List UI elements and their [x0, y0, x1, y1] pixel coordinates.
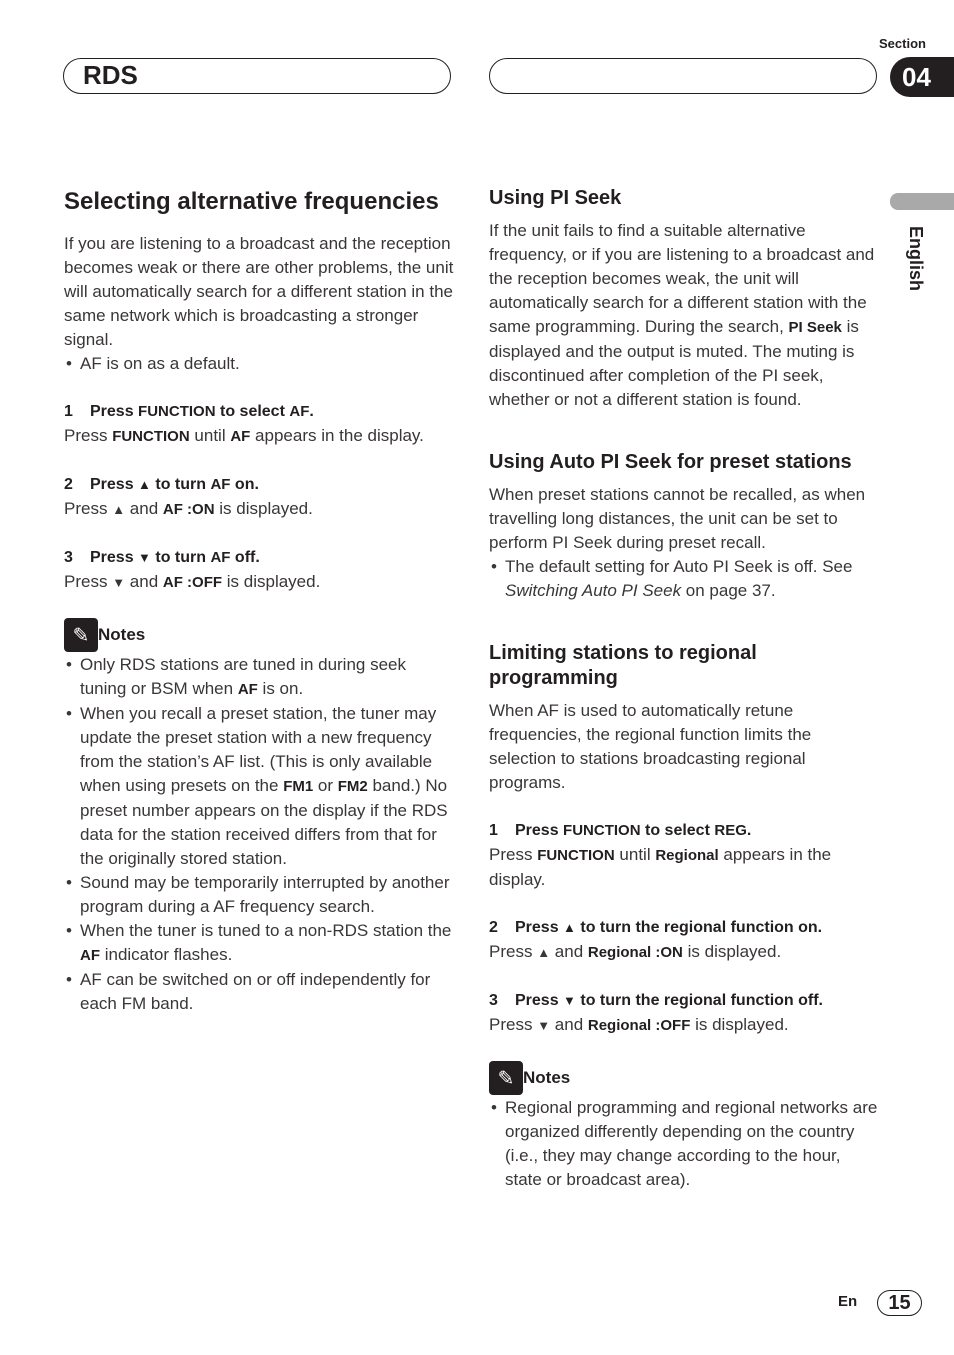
step-2-body: Press ▲ and AF :ON is displayed.	[64, 499, 313, 518]
page-number: 15	[877, 1290, 922, 1316]
note-2: • When you recall a preset station, the tuner may update the preset station with a new frequency from the station’s AF list. (This is only available when using presets on the FM1 or FM2 band.) No preset number appears on the display if the RDS data for the station received differs from that for the originally stored station.	[64, 702, 454, 871]
regional-step-1-body: Press FUNCTION until Regional appears in the display.	[489, 845, 832, 889]
intro-bullet: • AF is on as a default.	[64, 352, 454, 376]
note-1: • Only RDS stations are tuned in during seek tuning or BSM when AF is on.	[64, 653, 454, 702]
heading-alt-freq: Selecting alternative frequencies	[64, 188, 439, 215]
up-triangle-icon: ▲	[563, 920, 576, 935]
note-3: • Sound may be temporarily interrupted by another program during a AF frequency search.	[64, 871, 454, 919]
note-4: • When the tuner is tuned to a non-RDS station the AF indicator flashes.	[64, 919, 454, 968]
section-number: 04	[890, 57, 954, 97]
right-column	[489, 186, 879, 1192]
note-5: • AF can be switched on or off independently for each FM band.	[64, 968, 454, 1016]
up-triangle-icon: ▲	[112, 502, 126, 517]
header-right-bar	[489, 58, 877, 94]
pencil-note-icon: ✎	[489, 1061, 523, 1095]
left-column	[64, 186, 454, 1016]
heading-regional: Limiting stations to regional programming	[489, 642, 757, 689]
down-triangle-icon: ▼	[112, 575, 126, 590]
up-triangle-icon: ▲	[138, 477, 151, 492]
step-3-title: 3 Press ▼ to turn AF off.	[64, 549, 260, 566]
step-1-title: 1 Press FUNCTION to select AF.	[64, 403, 314, 420]
heading-pi-seek: Using PI Seek	[489, 187, 622, 209]
intro-text: If you are listening to a broadcast and the reception becomes weak or there are other problems, the unit will automatically search for a different station in the same network which is broadcasting a stronger signal.	[64, 234, 454, 349]
footer-lang-code: En	[838, 1293, 858, 1310]
regional-step-2-title: 2 Press ▲ to turn the regional function on.	[489, 919, 823, 936]
regional-step-1-title: 1 Press FUNCTION to select REG.	[489, 822, 752, 839]
pi-seek-body: If the unit fails to find a suitable alternative frequency, or if you are listening to a broadcast and the reception becomes weak, the unit will automatically search for a different station with the same programming. During the search, PI Seek is displayed and the output is muted. The muting is discontinued after completion of the PI seek, whether or not a different station is found.	[489, 221, 875, 409]
language-tab	[890, 193, 954, 210]
heading-auto-pi-seek: Using Auto PI Seek for preset stations	[489, 451, 852, 473]
page-title: RDS	[83, 60, 138, 90]
down-triangle-icon: ▼	[537, 1018, 551, 1033]
regional-note-1: • Regional programming and regional networks are organized differently depending on the country (i.e., they may change according to the hour, state or broadcast area).	[489, 1096, 879, 1192]
auto-pi-seek-bullet: • The default setting for Auto PI Seek is off. See Switching Auto PI Seek on page 37.	[489, 555, 879, 603]
step-2-title: 2 Press ▲ to turn AF on.	[64, 476, 259, 493]
down-triangle-icon: ▼	[138, 550, 151, 565]
down-triangle-icon: ▼	[563, 993, 576, 1008]
up-triangle-icon: ▲	[537, 945, 551, 960]
pencil-note-icon: ✎	[64, 618, 98, 652]
notes-header: ✎ Notes	[64, 617, 454, 653]
regional-step-3-title: 3 Press ▼ to turn the regional function off.	[489, 992, 823, 1009]
regional-body: When AF is used to automatically retune frequencies, the regional function limits the selection to stations broadcasting regional programs.	[489, 701, 812, 792]
section-label: Section	[879, 36, 926, 51]
language-label: English	[906, 226, 926, 292]
regional-step-3-body: Press ▼ and Regional :OFF is displayed.	[489, 1015, 789, 1034]
auto-pi-seek-body: When preset stations cannot be recalled, as when travelling long distances, the unit can be set to perform PI Seek during preset recall.	[489, 485, 866, 552]
step-1-body: Press FUNCTION until AF appears in the display.	[64, 426, 424, 445]
regional-step-2-body: Press ▲ and Regional :ON is displayed.	[489, 942, 782, 961]
regional-notes-header: ✎ Notes	[489, 1060, 879, 1096]
step-3-body: Press ▼ and AF :OFF is displayed.	[64, 572, 321, 591]
